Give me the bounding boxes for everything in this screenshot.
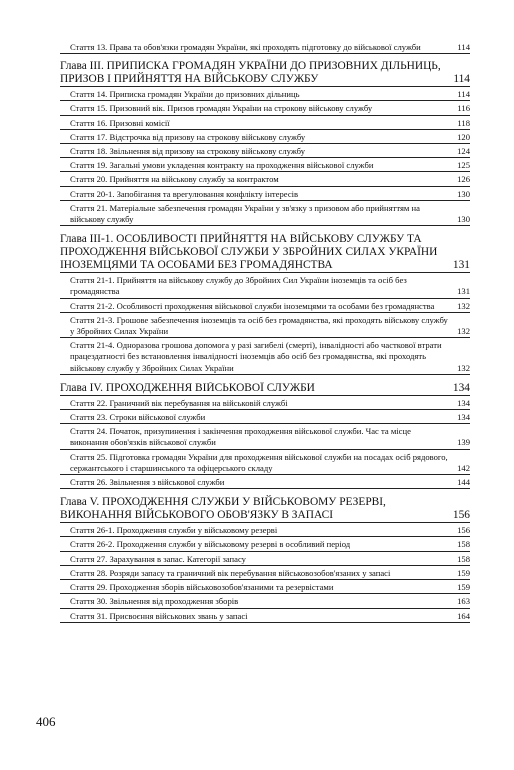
page-ref: 159 [457, 582, 470, 593]
page-ref: 131 [452, 259, 470, 272]
article-entry [60, 299, 470, 313]
article-title: Стаття 21-3. Грошове забезпечення іноземців та осіб без громадянства, які проходять військову службу у Збройних Силах України [70, 314, 448, 337]
page-ref: 132 [457, 362, 470, 373]
article-title: Стаття 21-1. Прийняття на військову службу до Збройних Сил України іноземців та осіб без громадянства [70, 275, 407, 297]
article-title: Стаття 26-2. Проходження служби у військовому резерві в особливий період [70, 539, 351, 550]
chapter-title: Глава III-1. ОСОБЛИВОСТІ ПРИЙНЯТТЯ НА ВІЙСЬКОВУ СЛУЖБУ ТА ПРОХОДЖЕННЯ ВІЙСЬКОВОЇ СЛУЖБИ У ЗБРОЙНИХ СИЛАХ УКРАЇНИ ІНОЗЕМЦЯМИ ТА ОСОБАМИ БЕЗ ГРОМАДЯНСТВА [60, 233, 438, 272]
article-entry [60, 552, 470, 566]
article-title: Стаття 21-2. Особливості проходження військової служби іноземцями та особами без громадянства [70, 300, 435, 311]
page-ref: 120 [457, 131, 470, 142]
chapter-title: Глава IV. ПРОХОДЖЕННЯ ВІЙСЬКОВОЇ СЛУЖБИ [60, 381, 315, 394]
page-ref: 142 [457, 462, 470, 473]
page-ref: 156 [452, 509, 470, 522]
page-ref: 156 [457, 525, 470, 536]
article-title: Стаття 15. Призовний вік. Призов громадян України на строкову військову службу [70, 103, 373, 114]
page-ref: 163 [457, 596, 470, 607]
page-ref: 139 [457, 437, 470, 448]
article-title: Стаття 23. Строки військової служби [70, 412, 206, 423]
article-title: Стаття 16. Призовні комісії [70, 117, 170, 128]
chapter-title: Глава V. ПРОХОДЖЕННЯ СЛУЖБИ У ВІЙСЬКОВОМУ РЕЗЕРВІ, ВИКОНАННЯ ВІЙСЬКОВОГО ОБОВ'ЯЗКУ В ЗАПАСІ [60, 496, 386, 522]
page-ref: 114 [457, 42, 470, 52]
article-title: Стаття 31. Присвоєння військових звань у запасі [70, 610, 248, 621]
article-entry [60, 424, 470, 449]
page-ref: 158 [457, 539, 470, 550]
page-ref: 131 [457, 286, 470, 297]
article-title: Стаття 19. Загальні умови укладення контракту на проходження військової служби [70, 160, 374, 171]
article-entry [60, 144, 470, 158]
article-entry [60, 158, 470, 172]
page-ref: 134 [457, 412, 470, 423]
article-title: Стаття 26. Звільнення з військової служби [70, 477, 225, 488]
page-ref: 164 [457, 610, 470, 621]
article-entry [60, 396, 470, 410]
page-ref: 118 [457, 117, 470, 128]
article-entry [60, 609, 470, 623]
page-ref: 126 [457, 174, 470, 185]
table-of-contents [60, 40, 470, 623]
page-ref: 134 [457, 397, 470, 408]
article-title: Стаття 25. Підготовка громадян України для проходження військової служби на посадах осіб рядового, сержантського і старшинського та офіцерського складу [70, 451, 448, 473]
article-title: Стаття 29. Проходження зборів військовозобов'язаними та резервістами [70, 582, 334, 593]
article-entry [60, 594, 470, 608]
article-entry [60, 410, 470, 424]
article-entry [60, 87, 470, 101]
article-entry [60, 580, 470, 594]
article-entry [60, 450, 470, 475]
page-ref: 125 [457, 160, 470, 171]
article-title: Стаття 21. Матеріальне забезпечення громадян України у зв'язку з призовом або прийняттям на військову службу [70, 202, 420, 225]
article-title: Стаття 22. Граничний вік перебування на військовій службі [70, 397, 288, 408]
chapter-entry [60, 58, 470, 87]
article-entry [60, 475, 470, 489]
article-title: Стаття 26-1. Проходження служби у військовому резерві [70, 525, 278, 536]
page-ref: 132 [457, 300, 470, 311]
article-entry [60, 273, 470, 298]
page-number: 406 [36, 714, 56, 729]
page-ref: 159 [457, 567, 470, 578]
chapter-entry [60, 494, 470, 523]
page-ref: 116 [457, 103, 470, 114]
article-entry [60, 130, 470, 144]
page-ref: 134 [452, 381, 470, 394]
article-entry [60, 40, 470, 54]
article-title: Стаття 13. Права та обов'язки громадян України, які проходять підготовку до військової служби [70, 42, 421, 52]
page-ref: 132 [457, 326, 470, 337]
article-title: Стаття 20-1. Запобігання та врегулювання конфлікту інтересів [70, 188, 299, 199]
article-entry [60, 537, 470, 551]
chapter-title: Глава III. ПРИПИСКА ГРОМАДЯН УКРАЇНИ ДО ПРИЗОВНИХ ДІЛЬНИЦЬ, ПРИЗОВ І ПРИЙНЯТТЯ НА ВІЙСЬКОВУ СЛУЖБУ [60, 60, 441, 86]
article-title: Стаття 28. Розряди запасу та граничний вік перебування військовозобов'язаних у запасі [70, 567, 391, 578]
page-ref: 130 [457, 188, 470, 199]
page-ref: 114 [457, 89, 470, 100]
page-ref: 130 [457, 214, 470, 225]
page-ref: 158 [457, 553, 470, 564]
page-ref: 144 [457, 477, 470, 488]
chapter-entry [60, 380, 470, 396]
chapter-entry [60, 231, 470, 273]
article-entry [60, 313, 470, 338]
article-title: Стаття 24. Початок, призупинення і закінчення проходження військової служби. Час та місце виконання обов'язків військової служби [70, 426, 411, 448]
article-entry [60, 172, 470, 186]
article-title: Стаття 20. Прийняття на військову службу за контрактом [70, 174, 279, 185]
article-title: Стаття 17. Відстрочка від призову на строкову військову службу [70, 131, 306, 142]
article-title: Стаття 14. Приписка громадян України до призовних дільниць [70, 89, 300, 100]
article-entry [60, 187, 470, 201]
article-entry [60, 201, 470, 226]
page-ref: 114 [453, 73, 470, 86]
article-entry [60, 101, 470, 115]
article-entry [60, 523, 470, 537]
article-title: Стаття 27. Зарахування в запас. Категорії запасу [70, 553, 246, 564]
article-title: Стаття 30. Звільнення від проходження зборів [70, 596, 239, 607]
article-title: Стаття 21-4. Одноразова грошова допомога у разі загибелі (смерті), інвалідності або часткової втрати працездатності без встановлення інвалідності іноземців або осіб без громадянства, які проходять військову службу у Збройних Силах України [70, 340, 442, 373]
article-entry [60, 338, 470, 375]
article-entry [60, 566, 470, 580]
article-title: Стаття 18. Звільнення від призову на строкову військову службу [70, 146, 305, 157]
page-ref: 124 [457, 146, 470, 157]
article-entry [60, 116, 470, 130]
